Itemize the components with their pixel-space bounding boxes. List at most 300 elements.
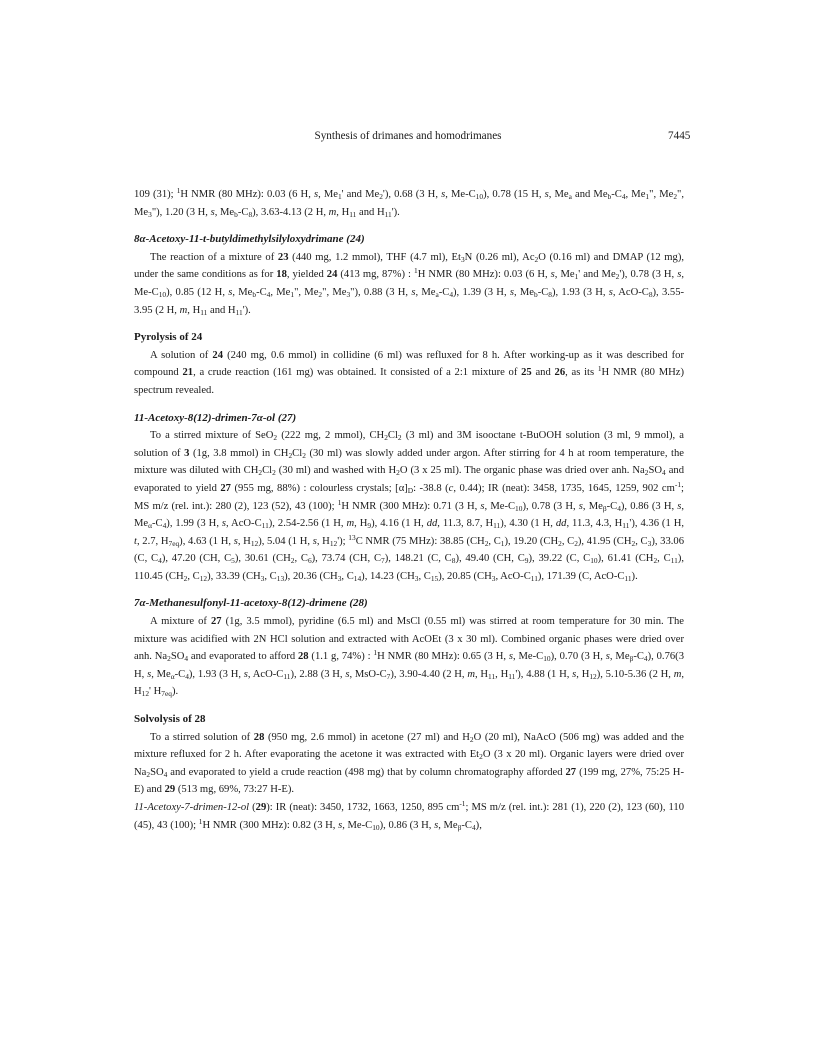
text-run: ), <box>475 819 482 831</box>
text-run: ", Me <box>134 189 685 218</box>
subscript-text: 10 <box>590 556 598 566</box>
text-run: , Me-C <box>512 651 544 663</box>
text-run: (955 mg, 88%) : colourless crystals; [α] <box>230 482 408 494</box>
text-run: , Me <box>554 269 575 281</box>
text-run: s <box>147 668 152 680</box>
text-run: 29 <box>164 784 176 796</box>
text-run: 26 <box>554 367 566 379</box>
superscript-text: 1 <box>373 648 378 658</box>
body-paragraph <box>134 249 684 319</box>
subscript-text: 11 <box>283 671 291 681</box>
text-run: '), 4.36 (1 H, <box>629 518 685 530</box>
text-run: , H <box>187 304 201 316</box>
subscript-text: a <box>435 289 439 299</box>
text-run: s <box>572 668 577 680</box>
text-run: , 11.3, 8.7, H <box>437 518 494 530</box>
text-run: s <box>434 819 439 831</box>
subscript-text: a <box>568 192 572 201</box>
subscript-text: 11 <box>384 209 392 219</box>
subscript-text: β <box>457 822 462 832</box>
text-run: ), 0.78 (15 H, <box>483 189 545 200</box>
subscript-text: 4 <box>184 654 189 664</box>
text-run: , AcO-C <box>612 286 649 298</box>
subscript-text: 4 <box>621 192 626 201</box>
text-run: 109 (31); <box>134 189 177 200</box>
text-run: (413 mg, 87%) : <box>337 269 414 281</box>
text-run: , 0.44); IR (neat): 3458, 1735, 1645, 1259, 902 cm <box>453 482 675 494</box>
text-run: , H <box>134 668 684 698</box>
text-run: s <box>313 189 319 200</box>
subscript-text: D <box>407 485 414 495</box>
subscript-text: 4 <box>185 671 189 681</box>
subscript-text: 11 <box>235 307 243 317</box>
text-run: , H <box>576 668 590 680</box>
subscript-text: 11 <box>349 209 357 219</box>
text-run: 28 <box>298 651 309 663</box>
subscript-text: 12 <box>329 538 338 548</box>
text-run: ", Me <box>649 189 674 200</box>
text-run: ). <box>171 686 179 698</box>
text-run: -C <box>152 518 163 530</box>
text-run: , H <box>474 668 489 680</box>
subscript-text: 2 <box>396 468 400 478</box>
text-run: ), 110.45 (CH <box>134 553 684 582</box>
text-run: ", Me <box>322 286 347 298</box>
subscript-text: 2 <box>534 254 539 264</box>
text-run: , AcO-C <box>495 570 531 582</box>
text-run: '), 0.78 (3 H, <box>619 269 678 281</box>
text-run: s <box>243 668 248 680</box>
text-run: Solvolysis of 28 <box>134 713 206 726</box>
subscript-text: 2 <box>484 538 489 548</box>
body-paragraph <box>134 186 684 221</box>
text-run: ), 20.36 (CH <box>284 570 338 582</box>
text-run: , Me <box>318 189 338 200</box>
body-paragraph <box>134 613 684 701</box>
text-run: A mixture of <box>150 616 211 628</box>
subscript-text: 11 <box>670 556 678 566</box>
subscript-text: 4 <box>662 468 666 478</box>
text-run: ' H <box>149 686 162 698</box>
subscript-text: 1 <box>645 192 650 201</box>
text-run: s <box>441 189 446 200</box>
text-run: , Me <box>609 651 630 663</box>
text-run: '); <box>337 535 349 547</box>
text-run: ), 0.86 (3 H, <box>620 500 678 512</box>
subscript-text: 2 <box>288 450 293 460</box>
superscript-text: 1 <box>176 186 181 195</box>
subscript-text: 2 <box>318 289 323 299</box>
subscript-text: 8 <box>451 556 456 566</box>
section-heading <box>134 410 684 428</box>
text-run: , Me <box>582 500 603 512</box>
subscript-text: 2 <box>183 573 188 583</box>
text-run: (30 ml) was slowly added under argon. After stirring for 4 h at room temperature, the mixture was diluted with CH <box>134 447 685 477</box>
text-run: To a stirred mixture of SeO <box>150 430 274 442</box>
text-run: 27 <box>210 616 222 628</box>
text-run: and evaporated to yield a crude reaction (498 mg) that by column chromatography afforded <box>167 766 566 778</box>
subscript-text: 11 <box>508 671 516 681</box>
text-run: and <box>531 367 555 379</box>
text-run: ), 1.39 (3 H, <box>453 286 510 298</box>
section-heading <box>134 595 684 613</box>
text-run: ), 1.99 (3 H, <box>166 518 222 530</box>
text-run: (199 mg, 27%, 75:25 H-E) and <box>134 766 684 796</box>
text-run: , AcO-C <box>226 518 262 530</box>
text-run: (1g, 3.5 mmol), pyridine (6.5 ml) and MsCl (0.55 ml) was stirred at room temperature for 30 min. The mixture was acidified with 2N HCl solution and extracted with AcOEt (3 x 30 ml). Combined organic phases were dried over anh. Na <box>134 616 684 663</box>
text-run: H NMR (80 MHz): 0.03 (6 H, <box>180 189 314 200</box>
text-run: Pyrolysis of 24 <box>134 331 203 344</box>
text-run: ), 49.40 (CH, C <box>455 553 525 565</box>
text-run: 25 <box>521 367 532 379</box>
subscript-text: 10 <box>543 654 551 664</box>
text-run: H NMR (80 MHz): 0.65 (3 H, <box>377 651 509 663</box>
text-run: ), 171.39 (C, AcO-C <box>537 570 625 582</box>
subscript-text: β <box>629 654 634 664</box>
subscript-text: b <box>607 192 612 201</box>
subscript-text: 2 <box>653 556 658 566</box>
text-run: : -38.8 ( <box>413 482 449 494</box>
text-run: s <box>312 535 317 547</box>
text-run: and evaporated to yield <box>134 465 684 494</box>
section-heading <box>134 329 684 347</box>
text-run: s <box>605 651 610 663</box>
text-run: ), 3.55-3.95 (2 H, <box>134 286 685 316</box>
subscript-text: 12 <box>199 573 208 583</box>
subscript-text: 5 <box>231 556 235 566</box>
text-run: "), 0.88 (3 H, <box>350 286 412 298</box>
subscript-text: 2 <box>615 272 620 282</box>
text-run: m <box>467 668 475 680</box>
text-run: dd <box>426 518 438 530</box>
subscript-text: 2 <box>397 433 402 443</box>
subscript-text: 3 <box>346 289 351 299</box>
text-run: , C <box>657 553 671 565</box>
text-run: ), 47.20 (CH, C <box>161 553 232 565</box>
text-run: (3 ml) and 3M isooctane t-BuOOH solution (3 ml, 9 mmol), a solution of <box>134 430 684 459</box>
text-run: m <box>673 668 682 680</box>
text-run: , C <box>488 535 501 547</box>
text-run: s <box>509 286 514 298</box>
text-run: (240 mg, 0.6 mmol) in collidine (6 ml) was refluxed for 8 h. After working-up as it was described for compound <box>134 349 684 379</box>
text-run: s <box>210 206 215 218</box>
section-heading <box>134 711 684 729</box>
text-run: -C <box>174 668 186 680</box>
text-run: 8α-Acetoxy-11-t-butyldimethylsilyloxydrimane (24) <box>134 233 365 246</box>
text-run: and H <box>356 206 385 218</box>
text-run: ), 2.54-2.56 (1 H, <box>268 518 347 530</box>
text-run: 11-Acetoxy-8(12)-drimen-7α-ol (27) <box>134 411 297 424</box>
text-run: , Me <box>214 206 235 218</box>
text-run: , H <box>316 535 330 547</box>
subscript-text: 11 <box>488 671 496 681</box>
superscript-text: 13 <box>348 532 356 542</box>
text-run: "), 1.20 (3 H, <box>151 206 211 218</box>
text-run: , 2.7, H <box>136 535 169 547</box>
subscript-text: 12 <box>589 671 597 681</box>
subscript-text: 4 <box>643 654 648 664</box>
text-run: ), 3.63-4.13 (2 H, <box>252 206 329 218</box>
subscript-text: 4 <box>163 769 168 779</box>
subscript-text: α <box>170 671 175 681</box>
text-run: s <box>578 500 583 512</box>
text-run: A solution of <box>150 349 213 361</box>
text-run: H NMR (80 MHz): 0.03 (6 H, <box>417 269 551 281</box>
subscript-text: 2 <box>290 556 295 566</box>
text-run: , H <box>354 518 368 530</box>
text-run: -C <box>611 189 622 200</box>
subscript-text: b <box>252 289 257 299</box>
text-run: ): IR (neat): 3450, 1732, 1663, 1250, 895 cm <box>266 802 460 813</box>
body-paragraph <box>134 427 684 585</box>
text-run: -C <box>438 286 450 298</box>
text-run: , yielded <box>286 269 327 281</box>
text-run: C NMR (75 MHz): 38.85 (CH <box>355 535 485 547</box>
subscript-text: 2 <box>673 192 678 201</box>
text-run: ), 33.06 (C, C <box>134 535 684 565</box>
text-run: s <box>608 286 613 298</box>
text-run: H NMR (300 MHz): 0.82 (3 H, <box>202 819 339 831</box>
text-run: ), 33.39 (CH <box>207 570 261 582</box>
text-run: O (0.16 ml) and DMAP (12 mg), under the same conditions as for <box>134 251 685 281</box>
subscript-text: 3 <box>414 573 419 583</box>
text-run: m <box>179 304 188 316</box>
text-run: 27 <box>565 766 577 778</box>
text-run: 27 <box>220 482 231 494</box>
subscript-text: 10 <box>158 289 167 299</box>
subscript-text: 8 <box>548 289 552 299</box>
text-run: (222 mg, 2 mmol), CH <box>277 430 385 442</box>
subscript-text: 2 <box>469 734 474 744</box>
text-run: , a crude reaction (161 mg) was obtained. It consisted of a 2:1 mixture of <box>193 367 522 379</box>
text-run: ), 1.93 (3 H, <box>551 286 609 298</box>
subscript-text: 2 <box>302 450 306 460</box>
text-run: ), 3.90-4.40 (2 H, <box>390 668 468 680</box>
text-run: , C <box>264 570 277 582</box>
text-run: ' and Me <box>578 269 616 281</box>
text-run: , Me <box>513 286 534 298</box>
running-title: Synthesis of drimanes and homodrimanes <box>314 130 502 142</box>
text-run: ; MS m/z (rel. int.): 281 (1), 220 (2), 123 (60), 110 (45), 43 (100); <box>134 802 684 831</box>
text-run: (30 ml) and washed with H <box>275 465 397 477</box>
text-run: s <box>221 518 227 530</box>
text-run: , C <box>294 553 308 565</box>
subscript-text: 10 <box>372 822 380 832</box>
subscript-text: 2 <box>379 192 383 201</box>
subscript-text: b <box>234 209 238 219</box>
text-run: ), 5.04 (1 H, <box>258 535 313 547</box>
subscript-text: 11 <box>530 573 538 583</box>
superscript-text: -1 <box>459 799 466 808</box>
text-run: N (0.26 ml), Ac <box>464 251 535 263</box>
section-heading <box>134 231 684 249</box>
text-run: -C <box>461 819 472 831</box>
text-run: , Me-C <box>484 500 516 512</box>
text-run: ), 4.30 (1 H, <box>500 518 556 530</box>
text-run: s <box>233 535 238 547</box>
subscript-text: 2 <box>273 433 278 443</box>
text-run: ), 0.78 (3 H, <box>522 500 579 512</box>
text-run: H NMR (300 MHz): 0.71 (3 H, <box>341 500 481 512</box>
text-run: O (3 x 20 ml). Organic layers were dried over Na <box>134 749 684 778</box>
text-run: '). <box>391 206 400 218</box>
text-run: ), 4.63 (1 H, <box>179 535 234 547</box>
text-run: , H <box>495 668 509 680</box>
text-run: To a stirred solution of <box>150 731 254 743</box>
subscript-text: 7eq <box>168 538 180 548</box>
text-run: , C <box>561 535 575 547</box>
text-run: Cl <box>292 447 303 459</box>
subscript-text: 2 <box>167 654 171 664</box>
text-run: ' and Me <box>341 189 380 200</box>
text-run: 28 <box>253 731 265 743</box>
text-run: 3 <box>184 447 190 459</box>
subscript-text: 4 <box>162 521 167 531</box>
text-run: , Me <box>151 668 171 680</box>
subscript-text: 14 <box>353 573 362 583</box>
subscript-text: 6 <box>307 556 312 566</box>
subscript-text: 1 <box>500 538 505 548</box>
text-run: , Me <box>438 819 458 831</box>
text-run: ), 39.22 (C, C <box>528 553 591 565</box>
text-run: ), 41.95 (CH <box>577 535 632 547</box>
text-run: (950 mg, 2.6 mmol) in acetone (27 ml) and H <box>264 731 470 743</box>
text-run: dd <box>555 518 567 530</box>
text-run: m <box>346 518 355 530</box>
subscript-text: 1 <box>337 192 342 201</box>
superscript-text: -1 <box>674 479 682 489</box>
text-run: -C <box>633 651 644 663</box>
text-run: ), 0.86 (3 H, <box>379 819 435 831</box>
subscript-text: 10 <box>515 503 523 513</box>
text-run: m <box>328 206 337 218</box>
text-run: ), 61.41 (CH <box>597 553 654 565</box>
body-paragraph <box>134 347 684 400</box>
text-run: ), 30.61 (CH <box>234 553 291 565</box>
text-run: -C <box>256 286 267 298</box>
text-run: , Me <box>134 500 685 530</box>
subscript-text: 7 <box>381 556 385 566</box>
subscript-text: 9 <box>524 556 529 566</box>
subscript-text: 11 <box>261 521 269 531</box>
text-run: , C <box>341 570 354 582</box>
text-run: , Me <box>415 286 436 298</box>
body-paragraph <box>134 799 684 834</box>
subscript-text: 11 <box>622 521 630 531</box>
subscript-text: 12 <box>250 538 259 548</box>
superscript-text: 1 <box>337 497 342 507</box>
text-run: (513 mg, 69%, 73:27 H-E). <box>175 784 295 796</box>
text-run: O (20 ml), NaAcO (506 mg) was added and the mixture refluxed for 2 h. After evaporating the acetone it was extracted with Et <box>134 731 684 761</box>
subscript-text: 1 <box>290 289 295 299</box>
text-run: SO <box>648 465 662 477</box>
subscript-text: 8 <box>648 289 653 299</box>
text-run: , C <box>418 570 431 582</box>
text-run: ; MS m/z (rel. int.): 280 (2), 123 (52), 43 (100); <box>134 482 684 512</box>
subscript-text: 7eq <box>161 689 172 699</box>
text-run: , Me-C <box>134 269 684 298</box>
subscript-text: 2 <box>574 538 578 548</box>
text-run: (1.1 g, 74%) : <box>308 651 374 663</box>
text-run: , Me-C <box>342 819 373 831</box>
text-run: t <box>134 535 137 547</box>
subscript-text: 2 <box>384 433 388 443</box>
text-run: , MsO-C <box>349 668 387 680</box>
text-run: , Me <box>270 286 291 298</box>
text-run: '), 0.68 (3 H, <box>382 189 442 200</box>
superscript-text: 1 <box>413 266 418 276</box>
text-run: SO <box>150 766 164 778</box>
text-run: s <box>338 819 343 831</box>
subscript-text: 13 <box>276 573 285 583</box>
text-run: s <box>544 189 549 200</box>
text-run: , Me <box>548 189 569 200</box>
text-run: (440 mg, 1.2 mmol), THF (4.7 ml), Et <box>288 251 461 263</box>
body-paragraph <box>134 729 684 799</box>
text-run: ), 148.21 (C, C <box>384 553 452 565</box>
text-run: -C <box>237 206 249 218</box>
text-run: s <box>677 500 682 512</box>
subscript-text: 3 <box>148 209 152 219</box>
text-run: '). <box>242 304 251 316</box>
text-run: ), 14.23 (CH <box>361 570 415 582</box>
subscript-text: 4 <box>471 822 476 832</box>
text-run: s <box>677 269 682 281</box>
text-run: ), 0.85 (12 H, <box>166 286 229 298</box>
text-run: ", Me <box>294 286 319 298</box>
text-run: s <box>228 286 233 298</box>
subscript-text: α <box>148 521 152 531</box>
text-run: 24 <box>326 269 338 281</box>
text-run: -C <box>606 500 618 512</box>
subscript-text: 12 <box>141 689 150 699</box>
text-run: ), 20.85 (CH <box>438 570 492 582</box>
text-run: , C <box>187 570 200 582</box>
text-run: s <box>345 668 350 680</box>
text-run: '), 4.88 (1 H, <box>515 668 573 680</box>
subscript-text: 3 <box>647 538 652 548</box>
subscript-text: 2 <box>631 538 636 548</box>
text-run: ), 0.76(3 H, <box>134 651 684 680</box>
text-run: ( <box>249 802 256 813</box>
text-run: c <box>448 482 454 494</box>
text-run: , as its <box>565 367 598 379</box>
text-run: , Me <box>232 286 253 298</box>
text-run: The reaction of a mixture of <box>150 251 278 263</box>
superscript-text: 1 <box>597 364 602 374</box>
subscript-text: 1 <box>574 272 579 282</box>
text-run: 11-Acetoxy-7-drimen-12-ol <box>134 802 250 813</box>
text-run: s <box>508 651 513 663</box>
text-run: O (3 x 25 ml). The organic phase was dried over anh. Na <box>399 465 645 477</box>
text-run: SO <box>170 651 185 663</box>
subscript-text: 11 <box>624 573 632 583</box>
text-run: and H <box>207 304 236 316</box>
text-run: s <box>480 500 485 512</box>
text-run: 7α-Methanesulfonyl-11-acetoxy-8(12)-drimene (28) <box>134 597 368 610</box>
text-run: , Me <box>625 189 646 200</box>
subscript-text: 4 <box>158 556 162 566</box>
subscript-text: 15 <box>430 573 439 583</box>
text-run: (1g, 3.8 mmol) in CH <box>189 447 289 459</box>
text-run: , 11.3, 4.3, H <box>566 518 623 530</box>
text-run: ), 2.88 (3 H, <box>290 668 346 680</box>
subscript-text: 2 <box>558 538 562 548</box>
subscript-text: 3 <box>260 573 265 583</box>
text-run: H NMR (80 MHz) spectrum revealed. <box>134 367 685 396</box>
subscript-text: 11 <box>493 521 501 531</box>
text-run: ), 73.74 (CH, C <box>311 553 382 565</box>
